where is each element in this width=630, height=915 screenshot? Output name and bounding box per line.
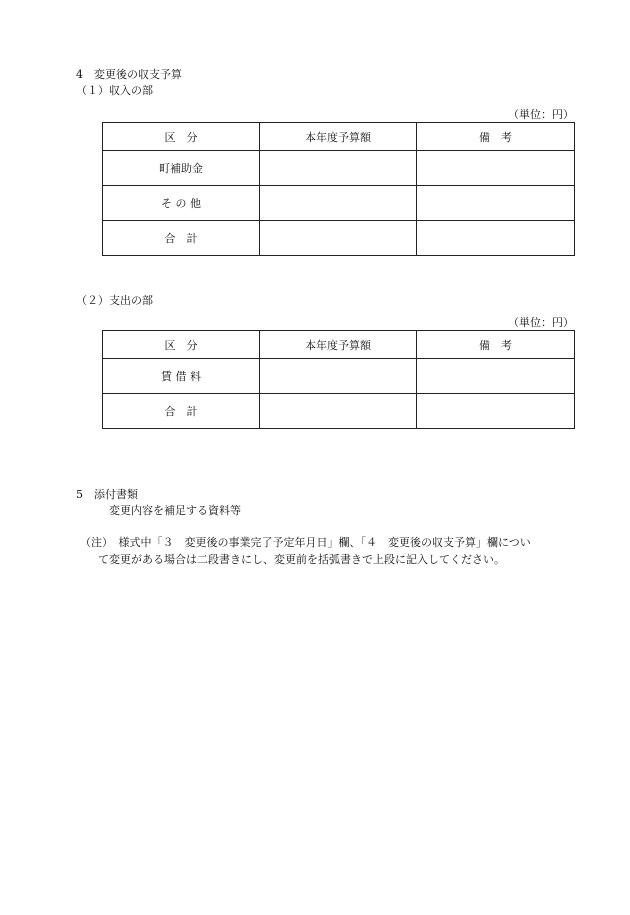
amount-cell [260, 151, 417, 186]
amount-cell [260, 394, 417, 429]
row-label: 合 計 [103, 221, 260, 256]
table-row [103, 221, 575, 256]
table-row [103, 394, 575, 429]
note-line-2: て変更がある場合は二段書きにし、変更前を括弧書きで上段に記入してください。 [98, 553, 505, 566]
remarks-cell [417, 359, 575, 394]
income-unit-label: （単位：円） [508, 108, 574, 121]
header-budget-amount: 本年度予算額 [260, 331, 417, 359]
expense-unit-label: （単位：円） [508, 316, 574, 329]
note-line-1: （注） 様式中「３ 変更後の事業完了予定年月日」欄、「４ 変更後の収支予算」欄につい [80, 536, 531, 549]
table-row [103, 359, 575, 394]
table-row [103, 151, 575, 186]
amount-cell [260, 359, 417, 394]
header-remarks: 備 考 [417, 123, 575, 151]
header-category: 区 分 [103, 123, 260, 151]
expense-section-title: （２）支出の部 [76, 294, 153, 307]
section4-heading: 4 変更後の収支予算 [76, 68, 182, 81]
row-label: 町補助金 [103, 151, 260, 186]
row-label: 合 計 [103, 394, 260, 429]
income-section-title: （１）収入の部 [76, 84, 153, 97]
table-row [103, 186, 575, 221]
header-category: 区 分 [103, 331, 260, 359]
amount-cell [260, 221, 417, 256]
remarks-cell [417, 186, 575, 221]
remarks-cell [417, 151, 575, 186]
income-table [102, 122, 575, 256]
expense-table [102, 330, 575, 429]
remarks-cell [417, 394, 575, 429]
section5-heading: 5 添付書類 [76, 488, 138, 501]
expense-table-header [103, 331, 575, 359]
remarks-cell [417, 221, 575, 256]
amount-cell [260, 186, 417, 221]
row-label: 賃 借 料 [103, 359, 260, 394]
header-budget-amount: 本年度予算額 [260, 123, 417, 151]
header-remarks: 備 考 [417, 331, 575, 359]
attachment-item: 変更内容を補足する資料等 [109, 504, 241, 517]
row-label: そ の 他 [103, 186, 260, 221]
income-table-header [103, 123, 575, 151]
